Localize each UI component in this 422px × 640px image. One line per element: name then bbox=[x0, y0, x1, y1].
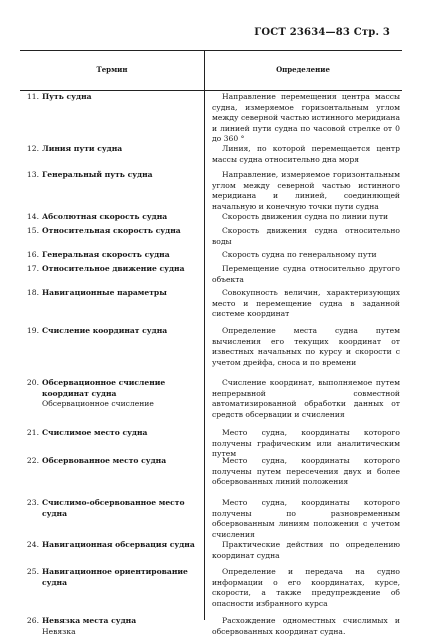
term-short-form: Обсервационное счисление bbox=[42, 399, 154, 409]
term-label: Абсолютная скорость судна bbox=[42, 212, 168, 221]
term-definition: Скорость судна по генеральному пути bbox=[222, 250, 377, 259]
term-name bbox=[42, 170, 197, 181]
column-divider bbox=[204, 50, 205, 620]
term-definition: Совокупность величин, характеризующих место и перемещение судна в заданной системе координат bbox=[212, 288, 400, 319]
term-label: Генеральная скорость судна bbox=[42, 250, 170, 259]
term-number: 18. bbox=[26, 288, 39, 297]
term-definition: Определение места судна путем вычисления его текущих координат от известных начальных по курсу и скорости с учетом дрейфа, сноса и по времени bbox=[212, 326, 400, 367]
term-short-form: Невязка bbox=[42, 626, 76, 636]
term-name bbox=[42, 378, 197, 410]
term-number: 20. bbox=[26, 378, 39, 387]
table-top-rule bbox=[20, 50, 402, 51]
term-definition: Место судна, координаты которого получены графическим или аналитическим путем bbox=[212, 428, 400, 459]
table-header-rule bbox=[20, 90, 402, 91]
term-definition: Расхождение одноместных счислимых и обсервованных координат судна. bbox=[212, 616, 400, 636]
term-label: Относительная скорость судна bbox=[42, 226, 181, 235]
term-definition: Счисление координат, выполняемое путем непрерывной совместной автоматизированной обработки данных от средств обсервации и счисления bbox=[212, 378, 400, 419]
term-number: 23. bbox=[26, 498, 39, 507]
term-number: 25. bbox=[26, 567, 39, 576]
term-name bbox=[42, 212, 197, 223]
page-header: ГОСТ 23634—83 Стр. 3 bbox=[254, 27, 390, 38]
column-header-term: Термин bbox=[96, 65, 128, 74]
term-number: 24. bbox=[26, 540, 39, 549]
term-name bbox=[42, 264, 197, 275]
term-definition: Скорость движения судна относительно воды bbox=[212, 226, 400, 246]
term-definition: Место судна, координаты которого получены путем пересечения двух и более обсервованных линий положения bbox=[212, 456, 400, 487]
term-definition: Определение и передача на судно информации о его координатах, курсе, скорости, а также предупреждение об опасности избранного курса bbox=[212, 567, 400, 608]
term-name bbox=[42, 498, 197, 519]
term-definition: Скорость движения судна по линии пути bbox=[222, 212, 389, 221]
term-number: 14. bbox=[26, 212, 39, 221]
term-label: Счислимо-обсервованное место судна bbox=[42, 498, 185, 518]
term-name bbox=[42, 92, 197, 103]
term-label: Навигационная обсервация судна bbox=[42, 540, 195, 549]
term-number: 16. bbox=[26, 250, 39, 259]
term-label: Относительное движение судна bbox=[42, 264, 185, 273]
term-number: 19. bbox=[26, 326, 39, 335]
term-number: 13. bbox=[26, 170, 39, 179]
term-definition: Направление перемещения центра массы судна, измеряемое горизонтальным углом между северной частью истинного меридиана и линией пути судна по часовой стрелке от 0 до 360 ° bbox=[212, 92, 401, 144]
term-definition: Линия, по которой перемещается центр массы судна относительно дна моря bbox=[212, 144, 400, 164]
term-name bbox=[42, 226, 197, 237]
term-number: 17. bbox=[26, 264, 39, 273]
term-name bbox=[42, 567, 197, 588]
column-header-definition: Определение bbox=[276, 65, 330, 74]
term-label: Навигационные параметры bbox=[42, 288, 167, 297]
term-definition: Перемещение судна относительно другого объекта bbox=[212, 264, 400, 284]
term-name bbox=[42, 456, 197, 467]
term-name bbox=[42, 428, 197, 439]
term-label: Путь судна bbox=[42, 92, 92, 101]
term-label: Линия пути судна bbox=[42, 144, 123, 153]
term-number: 11. bbox=[26, 92, 39, 101]
term-number: 12. bbox=[26, 144, 39, 153]
term-label: Обсервованное место судна bbox=[42, 456, 167, 465]
terms-table bbox=[20, 50, 402, 636]
term-name bbox=[42, 144, 197, 155]
term-number: 22. bbox=[26, 456, 39, 465]
term-label: Счисление координат судна bbox=[42, 326, 168, 335]
term-label: Навигационное ориентирование судна bbox=[42, 567, 188, 587]
term-definition: Место судна, координаты которого получены по разновременным обсервованным линиям положения с учетом счисления bbox=[212, 498, 400, 539]
term-name bbox=[42, 288, 197, 299]
term-number: 21. bbox=[26, 428, 39, 437]
term-name bbox=[42, 326, 197, 337]
term-name bbox=[42, 540, 197, 551]
term-number: 26. bbox=[26, 616, 39, 625]
term-name bbox=[42, 250, 197, 261]
term-name bbox=[42, 616, 197, 637]
term-definition: Направление, измеряемое горизонтальным углом между северной частью истинного меридиана и линией, соединяющей начальную и конечную точки пути судна bbox=[212, 170, 400, 211]
term-label: Невязка места судна bbox=[42, 616, 137, 625]
term-number: 15. bbox=[26, 226, 39, 235]
term-label: Счислимое место судна bbox=[42, 428, 148, 437]
term-definition: Практические действия по определению координат судна bbox=[212, 540, 400, 560]
term-label: Обсервационное счисление координат судна bbox=[42, 378, 166, 398]
term-label: Генеральный путь судна bbox=[42, 170, 153, 179]
